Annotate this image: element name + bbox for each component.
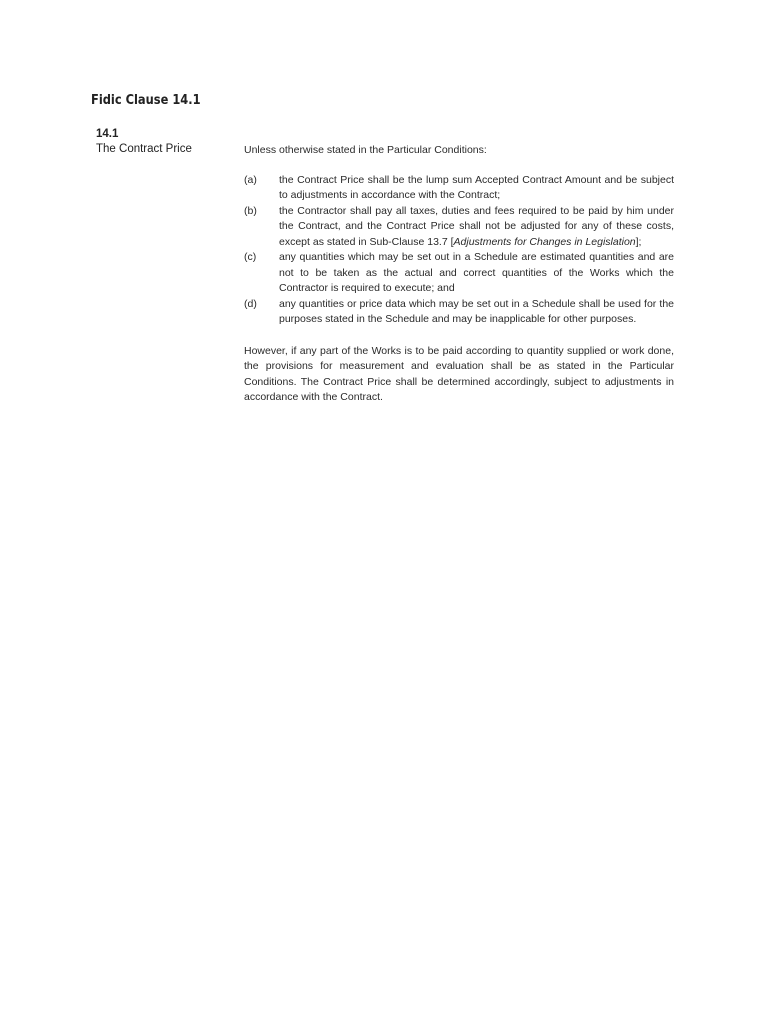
item-label: (d)	[244, 297, 257, 310]
clause-heading: The Contract Price	[96, 143, 192, 155]
item-text: any quantities which may be set out in a Schedule are estimated quantities and are not to be taken as the actual and correct quantities of the Works which the Contractor is required to execute; and	[279, 251, 674, 294]
item-text: the Contract Price shall be the lump sum Accepted Contract Amount and be subject to adjustments in accordance with the Contract;	[279, 173, 674, 201]
document-title: Fidic Clause 14.1	[91, 93, 201, 108]
item-label: (a)	[244, 173, 257, 186]
clause-number: 14.1	[96, 128, 119, 140]
item-text	[279, 204, 674, 251]
clause-item-b	[244, 204, 674, 251]
clause-item-d	[244, 297, 674, 328]
item-text-before: the Contractor shall pay all taxes, duties and fees required to be paid by him under the Contract, and the Contract Price shall not be adjusted for any of these costs, except as stated in Sub-Clause 13.7 [	[279, 204, 674, 248]
clause-item-c	[244, 250, 674, 297]
clause-body	[244, 143, 674, 416]
item-text: any quantities or price data which may be set out in a Schedule shall be used for the purposes stated in the Schedule and may be inapplicable for other purposes.	[279, 297, 674, 325]
item-label: (c)	[244, 251, 257, 263]
clause-item-a	[244, 173, 674, 204]
clause-intro: Unless otherwise stated in the Particular Conditions:	[244, 144, 487, 156]
item-text-italic-reference: Adjustments for Changes in Legislation	[453, 235, 636, 248]
item-label: (b)	[244, 204, 257, 217]
item-text-after: ];	[635, 235, 642, 248]
clause-closing-paragraph: However, if any part of the Works is to be paid according to quantity supplied or work done, the provisions for measurement and evaluation shall be as stated in the Particular Conditions. The Contract Price shall be determined accordingly, subject to adjustments in accordance with the Contract.	[244, 344, 674, 403]
